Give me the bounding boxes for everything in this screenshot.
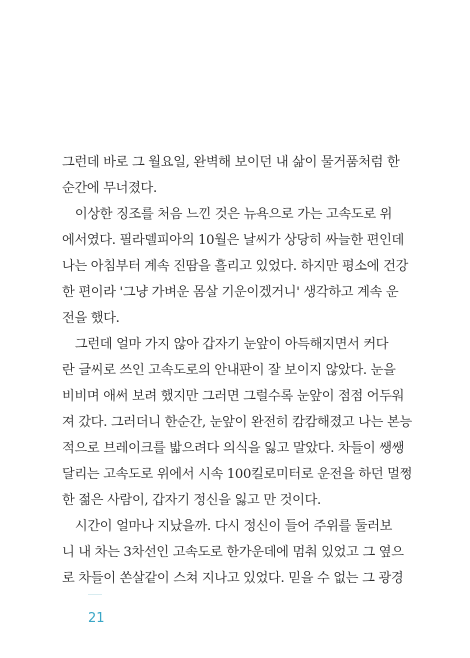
- text-line: 이상한 징조를 처음 느낀 것은 뉴욕으로 가는 고속도로 위: [62, 207, 393, 222]
- text-line: 비비며 애써 보려 했지만 그러면 그럴수록 눈앞이 점점 어두워: [62, 389, 405, 404]
- text-line: 로 차들이 쏜살같이 스쳐 지나고 있었다. 믿을 수 없는 그 광경: [62, 571, 404, 586]
- text-line: 니 내 차는 3차선인 고속도로 한가운데에 멈춰 있었고 그 옆으: [62, 545, 404, 560]
- text-line: 그런데 바로 그 월요일, 완벽해 보이던 내 삶이 물거품처럼 한: [62, 155, 400, 170]
- text-line: 전을 했다.: [62, 311, 120, 326]
- text-line: 나는 아침부터 계속 진땀을 흘리고 있었다. 하지만 평소에 건강: [62, 259, 409, 274]
- paragraph-1: [62, 150, 422, 202]
- text-line: 그런데 얼마 가지 않아 갑자기 눈앞이 아득해지면서 커다: [62, 337, 389, 352]
- text-line: 적으로 브레이크를 밟으려다 의식을 잃고 말았다. 차들이 쌩쌩: [62, 441, 405, 456]
- text-line: 시간이 얼마나 지났을까. 다시 정신이 들어 주위를 둘러보: [62, 519, 393, 534]
- paragraph-3: [62, 332, 422, 514]
- text-line: 달리는 고속도로 위에서 시속 100킬로미터로 운전을 하던 멀쩡: [62, 467, 413, 482]
- text-line: 한 젊은 사람이, 갑자기 정신을 잃고 만 것이다.: [62, 493, 321, 508]
- text-line: 한 편이라 '그냥 가벼운 몸살 기운이겠거니' 생각하고 계속 운: [62, 285, 399, 300]
- paragraph-2: [62, 202, 422, 332]
- text-line: 란 글씨로 쓰인 고속도로의 안내판이 잘 보이지 않았다. 눈을: [62, 363, 396, 378]
- paragraph-4: [62, 514, 422, 592]
- text-line: 져 갔다. 그러더니 한순간, 눈앞이 완전히 캄캄해졌고 나는 본능: [62, 415, 412, 430]
- page-number: 21: [88, 611, 105, 626]
- text-line: 에서였다. 필라델피아의 10월은 날씨가 상당히 싸늘한 편인데: [62, 233, 404, 248]
- footer-rule: [88, 594, 102, 595]
- text-line: 순간에 무너졌다.: [62, 181, 157, 196]
- body-text: [62, 150, 422, 592]
